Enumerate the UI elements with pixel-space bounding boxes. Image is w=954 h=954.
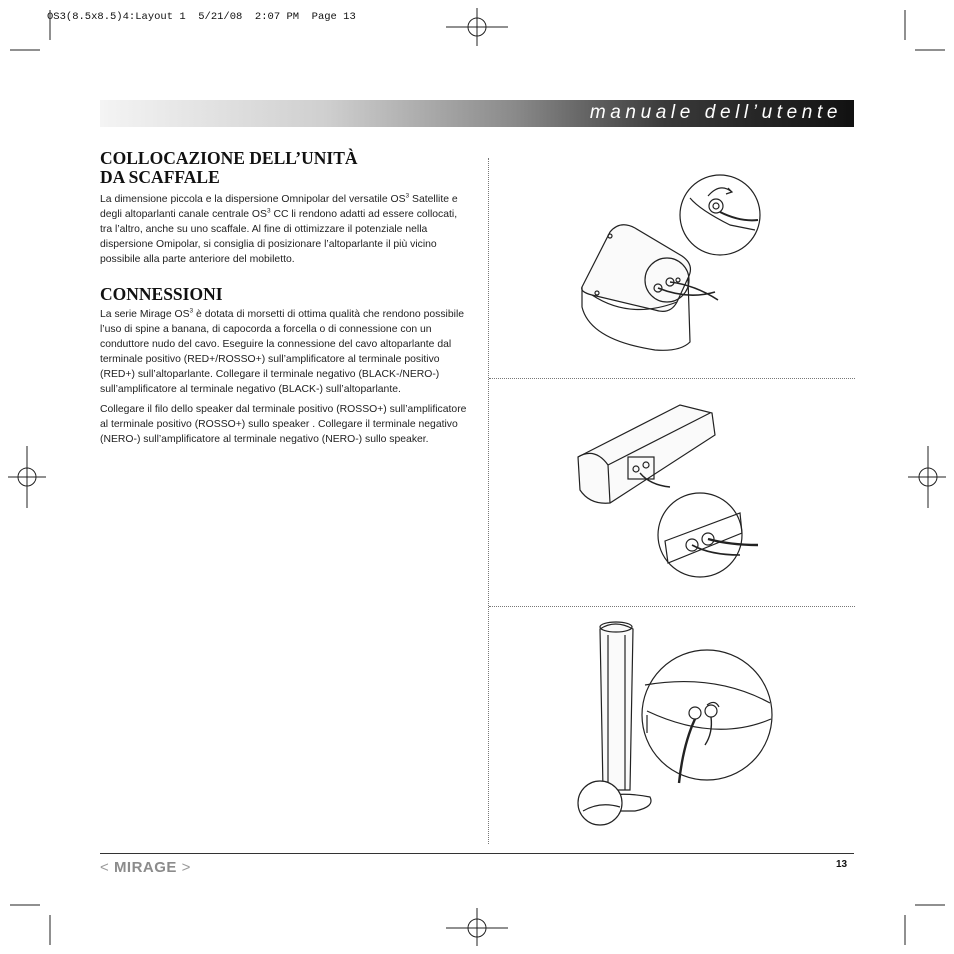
superscript: 3 — [189, 307, 194, 315]
registration-mark-left — [8, 446, 46, 508]
connections-paragraph-1 — [100, 307, 470, 397]
satellite-speaker-illustration — [570, 170, 770, 370]
header-bar — [100, 100, 854, 127]
header-title: manuale dell’utente — [589, 102, 842, 123]
text-run: La dimensione piccola e la dispersione Omnipolar del versatile OS — [100, 194, 406, 205]
center-channel-speaker-illustration — [570, 395, 770, 585]
shelf-placement-paragraph — [100, 192, 470, 267]
text-run: CC li rendono adatti ad essere collocati, tra l’altro, anche su uno scaffale. Al fine di ottimizzare il potenziale nella dispersione Omipolar, si consiglia di posizionare l’altoparlante il più vicino possibile alla parte anteriore del mobiletto. — [100, 209, 458, 265]
text-run: è dotata di morsetti di ottima qualità che rendono possibile l’uso di spine a banana, di capocorda a forcella o di connessione con un conduttore nudo del cavo. Eseguire la connessione del cavo altoparlante dal terminale positivo (RED+/ROSSO+) sull’amplificatore al terminale positivo (RED+) sull’altoparlante. Collegare il terminale negativo (BLACK-/NERO-) sull’amplificatore al terminale negativo (BLACK-) sull’altoparlante. — [100, 309, 465, 395]
divider-1 — [489, 378, 855, 379]
logo-left-chevron: < — [100, 859, 110, 876]
connections-paragraph-2: Collegare il filo dello speaker dal terminale positivo (ROSSO+) sull’amplificatore al terminale positivo (ROSSO+) sullo speaker . Collegare il terminale negativo (NERO-) sull’amplificatore al terminale negativo (NERO-) sullo speaker. — [100, 404, 467, 445]
section-title-shelf-placement — [100, 149, 358, 187]
tower-speaker-illustration — [575, 615, 785, 835]
section-title-line1: COLLOCAZIONE DELL’UNITÀ — [100, 148, 358, 168]
section-title-connections: CONNESSIONI — [100, 284, 223, 304]
registration-mark-right — [908, 446, 946, 508]
mirage-logo — [100, 859, 191, 876]
print-slug: OS3(8.5x8.5)4:Layout 1 5/21/08 2:07 PM Page 13 — [47, 11, 356, 23]
footer-rule — [100, 853, 854, 854]
superscript: 3 — [405, 192, 410, 200]
divider-2 — [489, 606, 855, 607]
registration-mark-bottom — [446, 908, 508, 946]
logo-right-chevron: > — [181, 859, 191, 876]
text-run: La serie Mirage OS — [100, 309, 190, 320]
page-number: 13 — [836, 859, 848, 870]
text-run: Satellite e degli altoparlanti canale centrale OS — [100, 194, 458, 220]
superscript: 3 — [266, 207, 271, 215]
registration-mark-top — [446, 8, 508, 46]
section-title-line2: DA SCAFFALE — [100, 167, 220, 187]
logo-wordmark: MIRAGE — [113, 859, 177, 876]
vertical-divider — [488, 158, 489, 844]
